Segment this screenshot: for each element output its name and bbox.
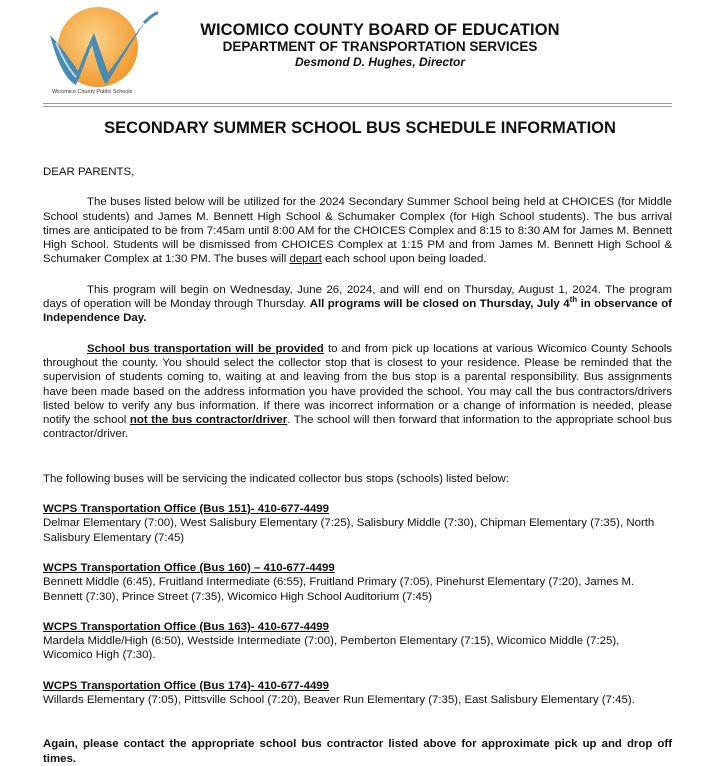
- letter-body: [43, 165, 672, 766]
- ordinal-suffix: th: [569, 295, 578, 305]
- header-divider-top: [43, 103, 672, 104]
- salutation: DEAR PARENTS,: [43, 166, 135, 178]
- paragraph-text: This program will begin on Wednesday, June 26, 2024, and will end on Thursday, August 1, 2024. The program days of operation will be Monday through Thursday.: [43, 283, 672, 311]
- logo-caption: Wicomico County Public Schools: [52, 89, 133, 95]
- route-heading: WCPS Transportation Office (Bus 151)- 410-677-4499: [43, 503, 330, 516]
- logo-graphic: [40, 5, 160, 95]
- route-stops: Willards Elementary (7:05), Pittsville School (7:20), Beaver Run Elementary (7:35), East Salisbury Elementary (7:45).: [43, 694, 635, 707]
- paragraph-program-dates: [43, 283, 672, 326]
- closure-notice-end: in observance of Independence Day.: [43, 298, 672, 325]
- route-heading: WCPS Transportation Office (Bus 160) – 410-677-4499: [43, 561, 335, 574]
- letterhead: [160, 21, 600, 69]
- route-heading: WCPS Transportation Office (Bus 163)- 410-677-4499: [43, 620, 330, 633]
- department-name: DEPARTMENT OF TRANSPORTATION SERVICES: [222, 39, 538, 54]
- transportation-lead: School bus transportation will be provided: [87, 342, 324, 355]
- document-title: SECONDARY SUMMER SCHOOL BUS SCHEDULE INFORMATION: [104, 119, 616, 137]
- paragraph-transportation: [43, 342, 672, 442]
- route-stops: Delmar Elementary (7:00), West Salisbury Elementary (7:25), Salisbury Middle (7:30), Chipman Elementary (7:35), North Salisbury Elementary (7:45): [43, 517, 655, 544]
- paragraph-text: . The school will then forward that information to the appropriate school bus contractor/driver.: [43, 414, 672, 441]
- emphasis-depart: depart: [289, 253, 322, 266]
- route-stops: Bennett Middle (6:45), Fruitland Intermediate (6:55), Fruitland Primary (7:05), Pinehurst Elementary (7:20), James M. Bennett (7:30), Prince Street (7:35), Wicomico High School Auditorium (7:45): [43, 576, 635, 603]
- route-heading: WCPS Transportation Office (Bus 174)- 410-677-4499: [43, 679, 330, 692]
- closure-notice: All programs will be closed on Thursday, July 4: [309, 298, 570, 311]
- paragraph-text: to and from pick up locations at various Wicomico County Schools throughout the county. You should select the collector stop that is closest to your residence. Please be reminded that the supervision of students coming to, waiting at and leaving from the bus stop is a parental responsibility. Bus assignments have been made based on the address information you have provided the school. You may call the bus contractors/drivers listed below to verify any bus information. If there was incorrect information or a change of information is needed, please notify the school: [43, 342, 672, 427]
- org-name: WICOMICO COUNTY BOARD OF EDUCATION: [200, 21, 560, 39]
- director-name: Desmond D. Hughes, Director: [294, 55, 466, 69]
- route-stops: Mardela Middle/High (6:50), Westside Intermediate (7:00), Pemberton Elementary (7:15), Wicomico Middle (7:25), Wicomico High (7:30).: [43, 635, 620, 662]
- closing-note: Again, please contact the appropriate school bus contractor listed above for approximate pick up and drop off times.: [43, 738, 672, 765]
- paragraph-text: each school upon being loaded.: [321, 253, 487, 266]
- header-divider-bottom: [43, 106, 672, 107]
- emphasis-not-contractor: not the bus contractor/driver: [129, 414, 288, 427]
- routes-intro: The following buses will be servicing the indicated collector bus stops (schools) listed below:: [43, 472, 509, 485]
- paragraph-schedule: [43, 195, 672, 266]
- paragraph-text: The buses listed below will be utilized for the 2024 Secondary Summer School being held at CHOICES (for Middle School students) and James M. Bennett High School & Schumaker Complex (for High School students). The bus arrival times are anticipated to be from 7:45am until 8:00 AM for the CHOICES Complex and 8:15 to 8:30 AM for James M. Bennett High School. Students will be dismissed from CHOICES Complex at 1:15 PM and from James M. Bennett High School & Schumaker Complex at 1:30 PM. The buses will: [43, 196, 672, 266]
